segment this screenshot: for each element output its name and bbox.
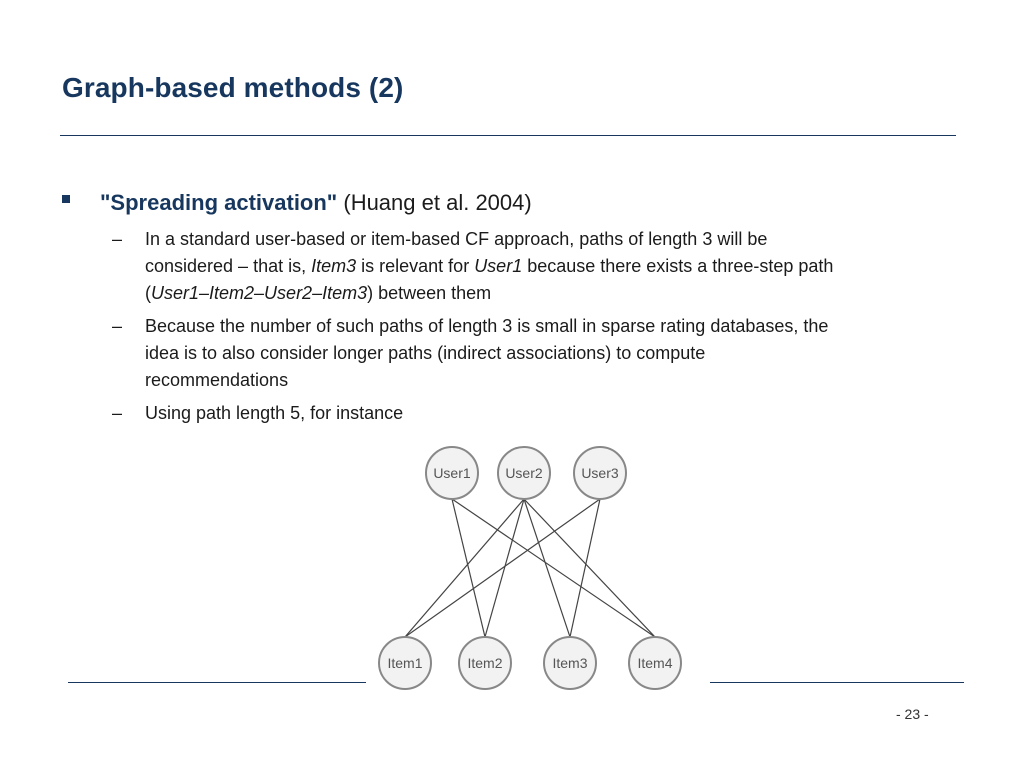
italic-run: Item3 — [311, 256, 357, 276]
sub-bullet-dash: – — [112, 403, 123, 423]
main-bullet-bold: "Spreading activation" — [100, 190, 338, 215]
graph-edge-user2-item4 — [524, 499, 655, 637]
graph-edge-user1-item4 — [452, 499, 655, 637]
graph-edge-user2-item1 — [405, 499, 524, 637]
sub-bullet-dash: – — [112, 316, 123, 336]
sub-bullet-1-line-1: In a standard user-based or item-based CF approach, paths of length 3 will be — [145, 229, 768, 249]
text-run: ( — [145, 283, 151, 303]
graph-edge-user1-item2 — [452, 499, 485, 637]
sub-bullet-2-line-3: recommendations — [145, 370, 289, 390]
graph-node-item2 — [459, 637, 511, 689]
italic-run: User1 — [474, 256, 523, 276]
sub-bullet-dash: – — [112, 229, 123, 249]
sub-bullet-2-line-2: idea is to also consider longer paths (indirect associations) to compute — [145, 343, 706, 363]
graph-edge-user3-item1 — [405, 499, 600, 637]
page-number: - 23 - — [896, 706, 929, 722]
graph-node-item1 — [379, 637, 431, 689]
node-label: Item4 — [637, 655, 673, 671]
footer-rule-right — [710, 682, 964, 683]
graph-edges — [405, 499, 655, 637]
graph-nodes — [379, 447, 681, 689]
graph-node-item4 — [629, 637, 681, 689]
graph-edge-user2-item3 — [524, 499, 570, 637]
main-bullet-citation: (Huang et al. 2004) — [337, 190, 532, 215]
text-run: ) between them — [367, 283, 492, 303]
node-label: Item1 — [387, 655, 423, 671]
text-run: is relevant for — [356, 256, 475, 276]
text-run: considered – that is, — [145, 256, 312, 276]
graph-node-user3 — [574, 447, 626, 499]
node-label: User3 — [581, 465, 619, 481]
sub-bullet-3-line-1: Using path length 5, for instance — [145, 403, 404, 423]
graph-edge-user3-item3 — [570, 499, 600, 637]
node-label: Item3 — [552, 655, 588, 671]
slide-title: Graph-based methods (2) — [62, 72, 404, 103]
footer-rule-left — [68, 682, 366, 683]
graph-node-item3 — [544, 637, 596, 689]
graph-node-user1 — [426, 447, 478, 499]
node-label: Item2 — [467, 655, 503, 671]
text-run: because there exists a three-step path — [522, 256, 834, 276]
sub-bullet-2-line-1: Because the number of such paths of length 3 is small in sparse rating databases, the — [145, 316, 829, 336]
node-label: User1 — [433, 465, 471, 481]
graph-edge-user2-item2 — [485, 499, 524, 637]
graph-node-user2 — [498, 447, 550, 499]
node-label: User2 — [505, 465, 543, 481]
italic-run: User1–Item2–User2–Item3 — [151, 283, 368, 303]
